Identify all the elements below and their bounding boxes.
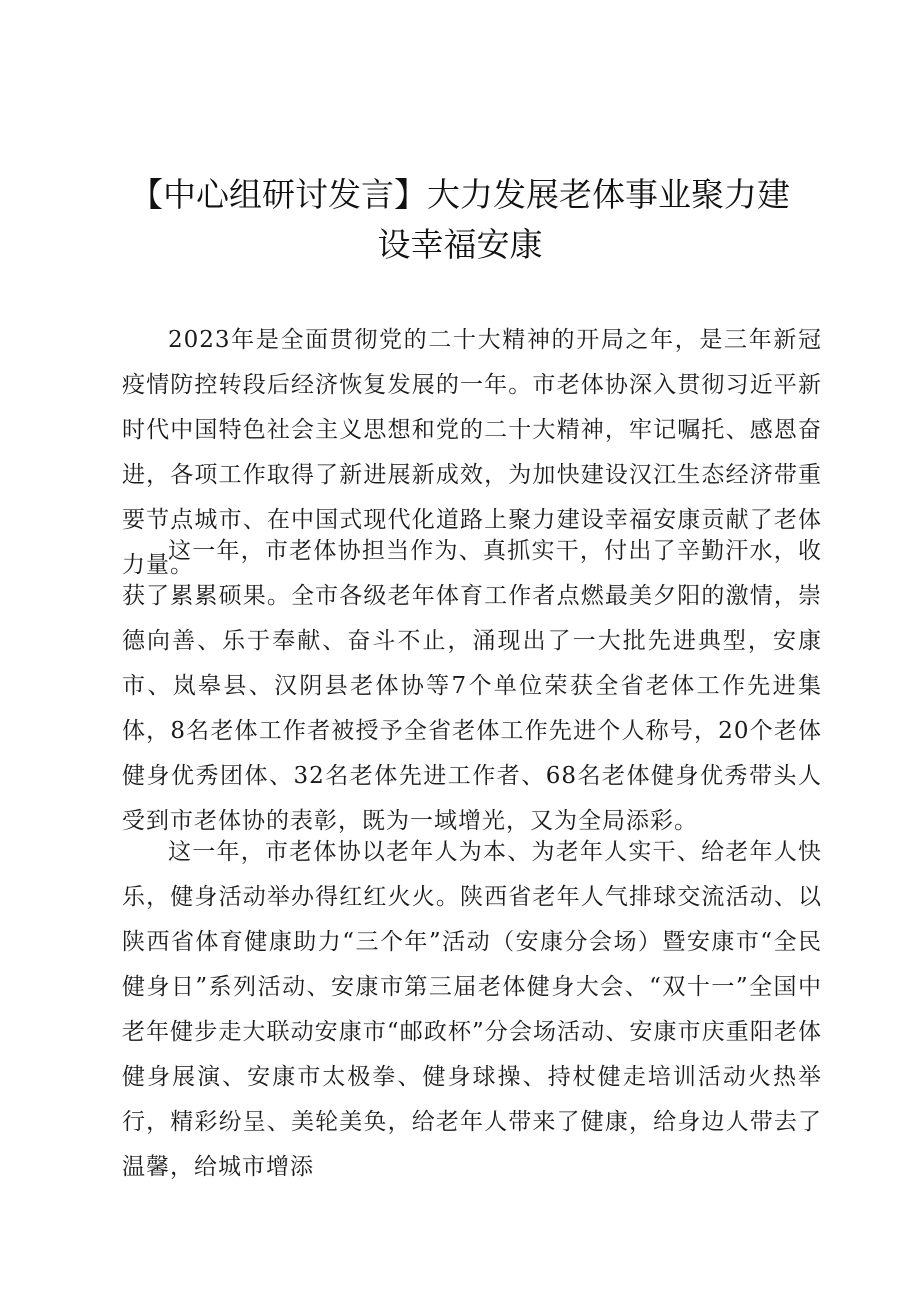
- document-title: [100, 170, 820, 270]
- paragraph-2: 这一年，市老体协担当作为、真抓实干，付出了辛勤汗水，收获了累累硕果。全市各级老年体育工作者点燃最美夕阳的激情，崇德向善、乐于奉献、奋斗不止，涌现出了一大批先进典型，安康市、岚皋县、汉阴县老体协等7个单位荣获全省老体工作先进集体，8名老体工作者被授予全省老体工作先进个人称号，20个老体健身优秀团体、32名老体先进工作者、68名老体健身优秀带头人受到市老体协的表彰，既为一域增光，又为全局添彩。: [122, 538, 822, 834]
- title-line-1: 【中心组研讨发言】大力发展老体事业聚力建: [130, 175, 790, 214]
- paragraph-1: 2023年是全面贯彻党的二十大精神的开局之年，是三年新冠疫情防控转段后经济恢复发展的一年。市老体协深入贯彻习近平新时代中国特色社会主义思想和党的二十大精神，牢记嘱托、感恩奋进，各项工作取得了新进展新成效，为加快建设汉江生态经济带重要节点城市、在中国式现代化道路上聚力建设幸福安康贡献了老体力量。: [122, 327, 822, 578]
- paragraph-3: 这一年，市老体协以老年人为本、为老年人实干、给老年人快乐，健身活动举办得红红火火。陕西省老年人气排球交流活动、以陕西省体育健康助力“三个年”活动（安康分会场）暨安康市“全民健身日”系列活动、安康市第三届老体健身大会、“双十一”全国中老年健步走大联动安康市“邮政杯”分会场活动、安康市庆重阳老体健身展演、安康市太极拳、健身球操、持杖健走培训活动火热举行，精彩纷呈、美轮美奂，给老年人带来了健康，给身边人带去了温馨，给城市增添: [122, 839, 822, 1180]
- title-line-2: 设幸福安康: [377, 225, 543, 264]
